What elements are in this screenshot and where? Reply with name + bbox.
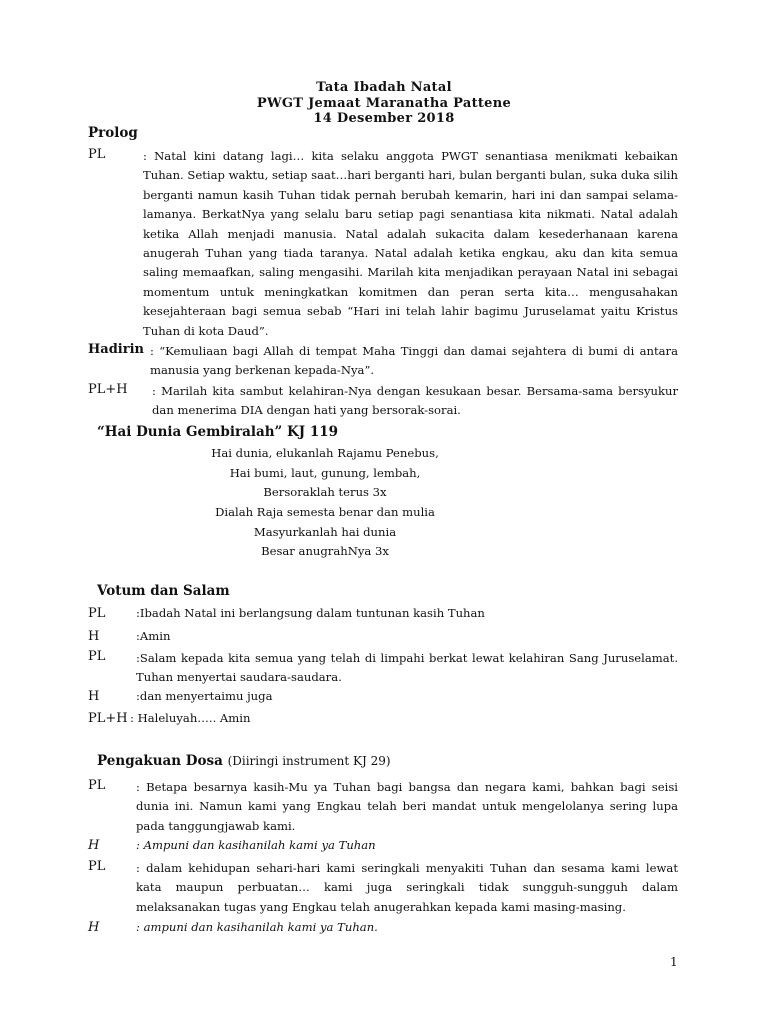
votum-line-text: :Amin [136, 629, 171, 643]
section-heading-votum: Votum dan Salam [97, 583, 230, 599]
pengakuan-line-text: : Betapa besarnya kasih-Mu ya Tuhan bagi bangsa dan negara kami, bahkan bagi seisi dunia ini. Namun kami yang Engkau telah beri mandat untuk mengelolanya sering lupa pada tanggungjawab kami. [136, 780, 678, 833]
pengakuan-line-text: : ampuni dan kasihanilah kami ya Tuhan. [136, 920, 378, 934]
song-line: Dialah Raja semesta benar dan mulia [215, 505, 435, 520]
prolog-hadirin-text: : “Kemuliaan bagi Allah di tempat Maha Tinggi dan damai sejahtera di bumi di antara manusia yang berkenan kepada-Nya”. [150, 344, 678, 378]
song-line: Hai bumi, laut, gunung, lembah, [229, 465, 421, 480]
speaker-label: H [88, 629, 100, 644]
prolog-plh-text-wrap [152, 382, 678, 421]
speaker-label: PL [88, 147, 106, 162]
song-lyrics [0, 444, 650, 562]
votum-line-text: :dan menyertaimu juga [136, 689, 273, 703]
pengakuan-line-text: : Ampuni dan kasihanilah kami ya Tuhan [136, 838, 376, 852]
speaker-label: H [88, 689, 100, 704]
pengakuan-line-text: : dalam kehidupan sehari-hari kami seringkali menyakiti Tuhan dan sesama kami lewat kata maupun perbuatan… kami juga seringkali tidak sungguh-sungguh dalam melaksanakan tugas yang Engkau telah anugerahkan kepada kami masing-masing. [136, 861, 678, 914]
speaker-label: PL [88, 778, 106, 793]
votum-line-text: :Ibadah Natal ini berlangsung dalam tuntunan kasih Tuhan [136, 606, 485, 620]
document-title: Tata Ibadah Natal [316, 80, 452, 95]
pengakuan-subheading: (Diiringi instrument KJ 29) [227, 754, 391, 768]
speaker-label: PL [88, 859, 106, 874]
section-heading-prolog: Prolog [88, 125, 138, 141]
speaker-label: PL [88, 649, 106, 664]
document-date: 14 Desember 2018 [313, 111, 455, 126]
section-heading-song: “Hai Dunia Gembiralah” KJ 119 [97, 424, 338, 440]
song-line: Besar anugrahNya 3x [261, 544, 389, 559]
song-line: Masyurkanlah hai dunia [253, 524, 397, 539]
document-organization: PWGT Jemaat Maranatha Pattene [256, 96, 512, 111]
speaker-label: PL+H [88, 711, 128, 726]
page-number: 1 [670, 955, 678, 969]
votum-line-text: : Haleluyah….. Amin [130, 711, 251, 725]
speaker-label: H [88, 920, 100, 935]
song-line: Bersoraklah terus 3x [263, 485, 387, 500]
prolog-plh-text: : Marilah kita sambut kelahiran-Nya dengan kesukaan besar. Bersama-sama bersyukur dan menerima DIA dengan hati yang bersorak-sorai. [152, 384, 678, 418]
song-line: Hai dunia, elukanlah Rajamu Penebus, [211, 446, 439, 460]
votum-line-text: :Salam kepada kita semua yang telah di limpahi berkat lewat kelahiran Sang Juruselamat. Tuhan menyertai saudara-saudara. [136, 651, 678, 685]
speaker-label: H [88, 838, 100, 853]
section-heading-pengakuan [97, 753, 391, 769]
speaker-label: PL+H [88, 382, 128, 397]
pengakuan-heading: Pengakuan Dosa [97, 753, 223, 769]
prolog-pl-text: : Natal kini datang lagi… kita selaku anggota PWGT senantiasa menikmati kebaikan Tuhan. Setiap waktu, setiap saat…hari berganti hari, bulan berganti bulan, suka duka silih berganti namun kasih Tuhan tidak pernah berubah kemarin, hari ini dan sampai selama-lamanya. BerkatNya yang selalu baru setiap pagi senantiasa kita nikmati. Natal adalah ketika Allah menjadi manusia. Natal adalah sukacita dalam kesederhanaan karena anugerah Tuhan yang tiada taranya. Natal adalah ketika engkau, aku dan kita semua saling memaafkan, saling mengasihi. Marilah kita menjadikan perayaan Natal ini sebagai momentum untuk meningkatkan komitmen dan peran serta kita… mengusahakan kesejahteraan bagi semua sebab “Hari ini telah lahir bagimu Juruselamat yaitu Kristus Tuhan di kota Daud”. [143, 149, 678, 338]
prolog-hadirin-text-line1 [150, 342, 678, 381]
speaker-label: Hadirin [88, 342, 144, 357]
speaker-label: PL [88, 606, 106, 621]
